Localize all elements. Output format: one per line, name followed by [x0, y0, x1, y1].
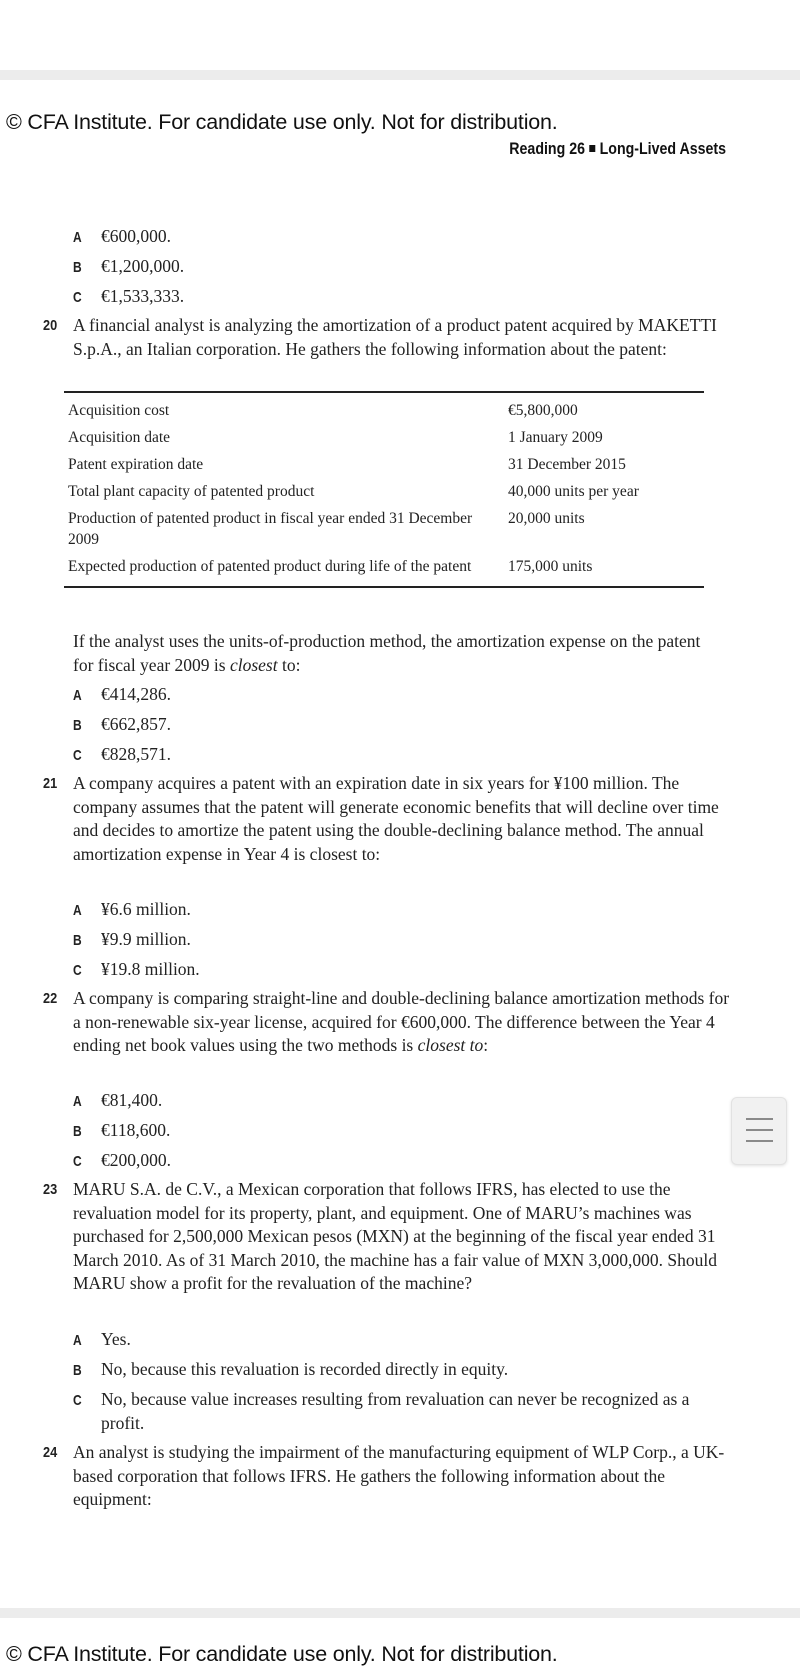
row-label: Acquisition date — [68, 429, 171, 446]
option-text: €1,200,000. — [101, 256, 185, 276]
option-text: €1,533,333. — [101, 286, 185, 306]
reading-title: Long-Lived Assets — [599, 140, 726, 158]
question-number: 21 — [43, 775, 58, 792]
floating-menu-button[interactable] — [731, 1097, 787, 1165]
option-letter: C — [73, 747, 82, 764]
q21-option-a[interactable] — [73, 897, 191, 923]
table-row — [64, 478, 704, 505]
option-text: No, because this revaluation is recorded directly in equity. — [101, 1359, 509, 1379]
copyright-notice: © CFA Institute. For candidate use only. Not for distribution. — [6, 110, 558, 134]
option-text: ¥19.8 million. — [101, 959, 200, 979]
option-letter: A — [73, 229, 82, 246]
q23-option-c[interactable] — [73, 1387, 693, 1435]
question-number: 20 — [43, 317, 58, 334]
row-label: Production of patented product in fiscal year ended 31 December 2009 — [68, 510, 473, 548]
row-value: €5,800,000 — [508, 402, 578, 419]
row-label: Acquisition cost — [68, 402, 170, 419]
option-text: €600,000. — [101, 226, 171, 246]
q19-option-c[interactable] — [73, 284, 184, 310]
option-letter: A — [73, 902, 82, 919]
option-text: ¥9.9 million. — [101, 929, 191, 949]
option-text: €118,600. — [101, 1120, 171, 1140]
footer-copyright-notice: © CFA Institute. For candidate use only. Not for distribution. — [6, 1642, 558, 1666]
row-value: 1 January 2009 — [508, 429, 603, 446]
option-letter: B — [73, 932, 82, 949]
question-text: A company acquires a patent with an expiration date in six years for ¥100 million. The company assumes that the patent will generate economic benefits that will decline over time and decides to amortize the patent using the double-declining balance method. The annual amortization expense in Year 4 is closest to: — [73, 773, 719, 864]
question-text-main: A company is comparing straight-line and double-declining balance amortization methods for a non-renewable six-year license, acquired for €600,000. The difference between the Year 4 ending net book values using the two methods is — [73, 988, 730, 1055]
row-value: 31 December 2015 — [508, 456, 626, 473]
row-value: 40,000 units per year — [508, 483, 639, 500]
q21-option-b[interactable] — [73, 927, 191, 953]
q21-option-c[interactable] — [73, 957, 200, 983]
page-separator-bottom — [0, 1608, 800, 1618]
question-text: An analyst is studying the impairment of the manufacturing equipment of WLP Corp., a UK-based corporation that follows IFRS. He gathers the following information about the equipment: — [73, 1442, 725, 1509]
row-label: Expected production of patented product during life of the patent — [68, 558, 472, 575]
question-emphasis: closest to — [417, 1035, 484, 1055]
table-row — [64, 424, 704, 451]
option-text: €200,000. — [101, 1150, 171, 1170]
q19-option-a[interactable] — [73, 224, 171, 250]
question-23 — [43, 1178, 733, 1296]
question-22 — [43, 987, 733, 1058]
question-20 — [43, 314, 733, 361]
stem-text: If the analyst uses the units-of-production method, the amortization expense on the patent for fiscal year 2009 is — [73, 631, 701, 675]
row-value: 175,000 units — [508, 558, 593, 575]
table-row — [64, 505, 704, 553]
q22-option-c[interactable] — [73, 1148, 171, 1174]
option-letter: B — [73, 1123, 82, 1140]
option-letter: A — [73, 1093, 82, 1110]
option-letter: C — [73, 289, 82, 306]
running-head — [509, 140, 726, 159]
option-text: €414,286. — [101, 684, 171, 704]
option-letter: C — [73, 1153, 82, 1170]
option-text: No, because value increases resulting from revaluation can never be recognized as a profit. — [101, 1389, 690, 1433]
patent-info-table — [64, 391, 704, 588]
table-row — [64, 451, 704, 478]
q20-option-b[interactable] — [73, 712, 171, 738]
option-text: Yes. — [101, 1329, 131, 1349]
option-text: €81,400. — [101, 1090, 163, 1110]
question-text — [73, 987, 733, 1058]
option-letter: B — [73, 717, 82, 734]
q23-option-b[interactable] — [73, 1357, 508, 1383]
q20-option-c[interactable] — [73, 742, 171, 768]
q23-option-a[interactable] — [73, 1327, 131, 1353]
question-number: 24 — [43, 1444, 58, 1461]
question-24 — [43, 1441, 733, 1512]
question-number: 22 — [43, 990, 58, 1007]
question-text-end: : — [483, 1035, 489, 1055]
option-letter: C — [73, 962, 82, 979]
stem-text-end: to: — [277, 654, 301, 675]
option-text: €662,857. — [101, 714, 171, 734]
row-label: Patent expiration date — [68, 456, 204, 473]
option-letter: A — [73, 1332, 82, 1349]
option-letter: A — [73, 687, 82, 704]
row-label: Total plant capacity of patented product — [68, 483, 315, 500]
q22-option-a[interactable] — [73, 1088, 162, 1114]
square-bullet-icon — [589, 145, 595, 152]
reading-number: Reading 26 — [509, 140, 585, 158]
question-text: A financial analyst is analyzing the amortization of a product patent acquired by MAKETTI S.p.A., an Italian corporation. He gathers the following information about the patent: — [73, 315, 717, 359]
q19-option-b[interactable] — [73, 254, 184, 280]
q20-stem — [73, 630, 713, 677]
q22-option-b[interactable] — [73, 1118, 170, 1144]
table-row — [64, 553, 704, 580]
table-row — [64, 397, 704, 424]
option-text: €828,571. — [101, 744, 171, 764]
stem-emphasis: closest — [229, 654, 278, 675]
q20-option-a[interactable] — [73, 682, 171, 708]
question-number: 23 — [43, 1181, 58, 1198]
option-letter: C — [73, 1392, 82, 1409]
question-text: MARU S.A. de C.V., a Mexican corporation that follows IFRS, has elected to use the revaluation model for its property, plant, and equipment. One of MARU’s machines was purchased for 2,500,000 Mexican pesos (MXN) at the beginning of the fiscal year ended 31 March 2010. As of 31 March 2010, the machine has a fair value of MXN 3,000,000. Should MARU show a profit for the revaluation of the machine? — [73, 1179, 717, 1293]
option-letter: B — [73, 1362, 82, 1379]
page-separator-top — [0, 70, 800, 80]
option-letter: B — [73, 259, 82, 276]
row-value: 20,000 units — [508, 510, 585, 527]
question-21 — [43, 772, 733, 866]
option-text: ¥6.6 million. — [101, 899, 191, 919]
